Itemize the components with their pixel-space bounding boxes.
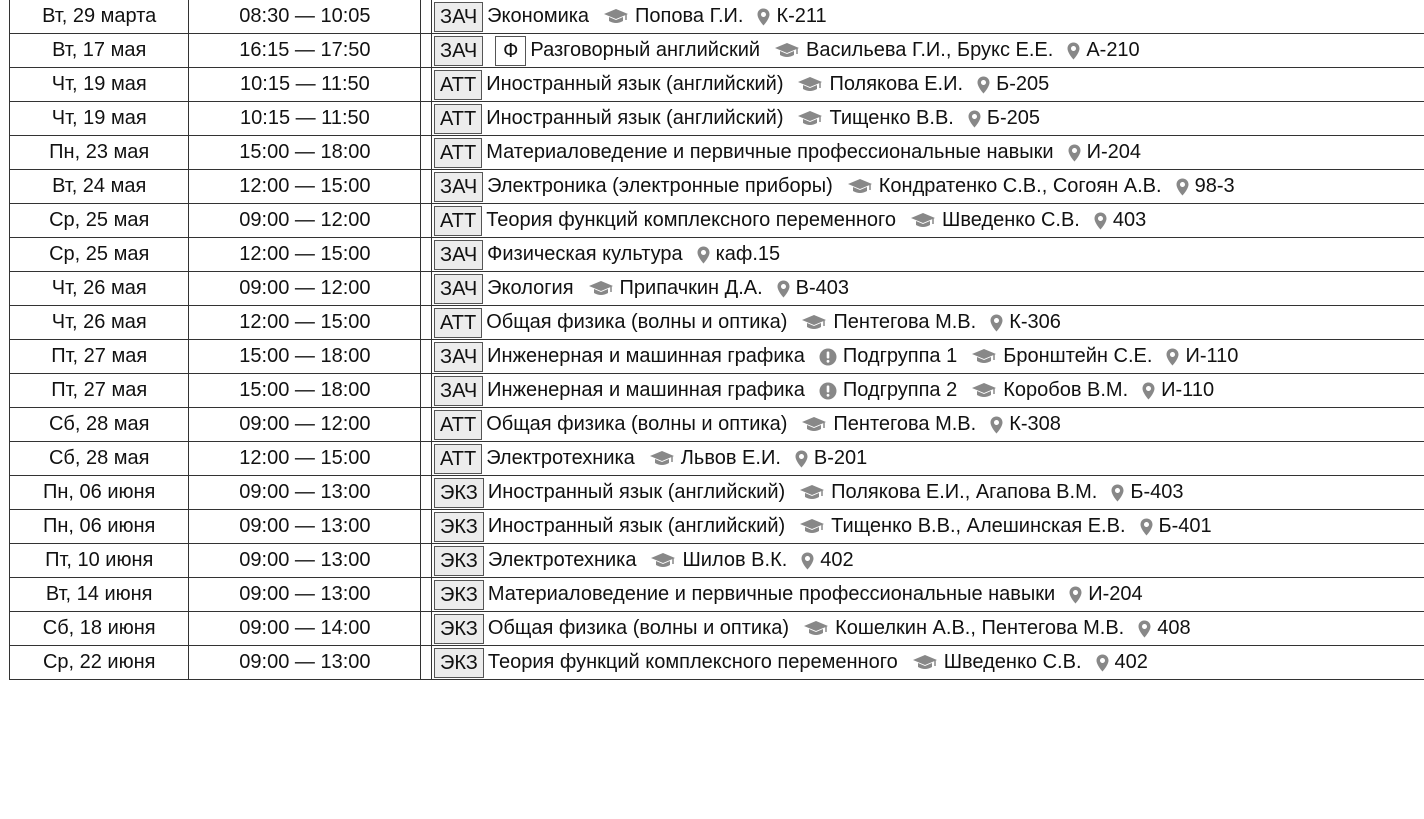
spacer-cell <box>421 476 432 510</box>
details-cell <box>431 170 1424 204</box>
spacer-cell <box>421 306 432 340</box>
details-line <box>432 476 1424 509</box>
teacher-text: Пентегова М.В. <box>833 311 977 333</box>
graduation-cap-icon <box>649 451 675 467</box>
map-pin-icon <box>1069 586 1082 604</box>
assessment-type-badge: АТТ <box>434 308 482 338</box>
room-info <box>1140 515 1212 538</box>
teacher-info <box>650 549 787 572</box>
spacer-cell <box>421 612 432 646</box>
schedule-row <box>10 136 1424 170</box>
assessment-type-badge: АТТ <box>434 104 482 134</box>
room-text: В-403 <box>795 277 850 299</box>
spacer-cell <box>421 578 432 612</box>
teacher-info <box>801 413 976 436</box>
teacher-text: Попова Г.И. <box>635 5 744 27</box>
room-text: 403 <box>1112 209 1147 231</box>
group-text: Подгруппа 1 <box>842 345 958 367</box>
subject-name: Теория функций комплексного переменного <box>487 651 898 673</box>
schedule-row <box>10 306 1424 340</box>
map-pin-icon <box>1094 212 1107 230</box>
teacher-text: Припачкин Д.А. <box>619 277 763 299</box>
details-cell <box>431 646 1424 680</box>
teacher-text: Кошелкин А.В., Пентегова М.В. <box>835 617 1125 639</box>
graduation-cap-icon <box>803 621 829 637</box>
subject-name: Электротехника <box>487 549 637 571</box>
room-info <box>777 277 849 300</box>
spacer-cell <box>421 272 432 306</box>
room-text: И-204 <box>1088 583 1143 605</box>
map-pin-icon <box>990 314 1003 332</box>
graduation-cap-icon <box>910 213 936 229</box>
map-pin-icon <box>1176 178 1189 196</box>
room-info <box>801 549 853 572</box>
schedule-row <box>10 442 1424 476</box>
spacer-cell <box>421 136 432 170</box>
details-line <box>432 0 1424 33</box>
spacer-cell <box>421 646 432 680</box>
graduation-cap-icon <box>797 111 823 127</box>
map-pin-icon <box>801 552 814 570</box>
room-info <box>1069 583 1142 606</box>
subject-name: Материаловедение и первичные профессиональные навыки <box>487 583 1056 605</box>
teacher-info <box>803 617 1124 640</box>
teacher-text: Пентегова М.В. <box>833 413 977 435</box>
assessment-type-badge: ЗАЧ <box>434 240 483 270</box>
date-cell: Чт, 26 мая <box>10 272 189 306</box>
time-cell: 15:00 — 18:00 <box>189 136 421 170</box>
subject-name: Иностранный язык (английский) <box>487 515 786 537</box>
room-text: А-210 <box>1086 39 1140 61</box>
details-cell <box>431 510 1424 544</box>
schedule-body <box>10 0 1424 680</box>
subject-name: Иностранный язык (английский) <box>487 481 786 503</box>
schedule-row <box>10 102 1424 136</box>
map-pin-icon <box>1138 620 1151 638</box>
time-cell: 12:00 — 15:00 <box>189 238 421 272</box>
assessment-type-badge: ЗАЧ <box>434 376 483 406</box>
teacher-text: Львов Е.И. <box>680 447 781 469</box>
teacher-info <box>971 345 1152 368</box>
details-cell <box>431 272 1424 306</box>
room-info <box>990 311 1061 334</box>
map-pin-icon <box>777 280 790 298</box>
teacher-info <box>799 481 1097 504</box>
teacher-info <box>588 277 763 300</box>
spacer-cell <box>421 340 432 374</box>
schedule-row <box>10 34 1424 68</box>
spacer-cell <box>421 238 432 272</box>
date-cell: Ср, 22 июня <box>10 646 189 680</box>
room-info <box>1142 379 1214 402</box>
details-cell <box>431 340 1424 374</box>
subject-name: Экология <box>487 277 574 299</box>
graduation-cap-icon <box>971 383 997 399</box>
map-pin-icon <box>795 450 808 468</box>
teacher-info <box>603 5 743 28</box>
assessment-type-badge: ЗАЧ <box>434 342 483 372</box>
subject-name: Общая физика (волны и оптика) <box>486 413 788 435</box>
spacer-cell <box>421 170 432 204</box>
schedule-row <box>10 544 1424 578</box>
room-info <box>990 413 1061 436</box>
date-cell: Пн, 06 июня <box>10 476 189 510</box>
subject-name: Разговорный английский <box>530 39 761 61</box>
room-text: 402 <box>820 549 854 571</box>
subject-name: Электротехника <box>486 447 635 469</box>
date-cell: Пт, 27 мая <box>10 374 189 408</box>
assessment-type-badge: АТТ <box>434 410 482 440</box>
assessment-type-badge: ЗАЧ <box>434 274 483 304</box>
assessment-type-badge: ЗАЧ <box>434 2 483 32</box>
details-line <box>432 238 1424 271</box>
map-pin-icon <box>1140 518 1153 536</box>
subject-name: Электроника (электронные приборы) <box>487 175 833 197</box>
schedule-row <box>10 476 1424 510</box>
room-info <box>795 447 867 470</box>
room-info <box>1094 209 1146 232</box>
subject-name: Иностранный язык (английский) <box>486 107 784 129</box>
subject-name: Иностранный язык (английский) <box>486 73 784 95</box>
details-cell <box>431 374 1424 408</box>
spacer-cell <box>421 544 432 578</box>
room-text: каф.15 <box>715 243 781 265</box>
graduation-cap-icon <box>801 315 827 331</box>
schedule-row <box>10 510 1424 544</box>
teacher-text: Коробов В.М. <box>1003 379 1129 401</box>
spacer-cell <box>421 442 432 476</box>
schedule-table <box>9 0 1424 680</box>
graduation-cap-icon <box>603 9 629 25</box>
room-info <box>1096 651 1148 674</box>
subject-name: Физическая культура <box>487 243 683 265</box>
subject-name: Инженерная и машинная графика <box>487 345 805 367</box>
map-pin-icon <box>1067 42 1080 60</box>
graduation-cap-icon <box>588 281 614 297</box>
teacher-info <box>649 447 781 470</box>
time-cell: 10:15 — 11:50 <box>189 102 421 136</box>
teacher-info <box>797 107 953 130</box>
date-cell: Сб, 18 июня <box>10 612 189 646</box>
room-text: И-110 <box>1185 345 1239 367</box>
details-line <box>432 442 1424 475</box>
time-cell: 08:30 — 10:05 <box>189 0 421 34</box>
schedule-row <box>10 646 1424 680</box>
graduation-cap-icon <box>799 519 825 535</box>
subject-name: Экономика <box>487 5 590 27</box>
room-text: Б-401 <box>1158 515 1212 537</box>
details-line <box>432 170 1424 203</box>
time-cell: 09:00 — 13:00 <box>189 578 421 612</box>
date-cell: Пн, 06 июня <box>10 510 189 544</box>
date-cell: Чт, 19 мая <box>10 102 189 136</box>
teacher-text: Васильева Г.И., Брукс Е.Е. <box>806 39 1054 61</box>
map-pin-icon <box>1142 382 1155 400</box>
room-info <box>1176 175 1235 198</box>
schedule-row <box>10 238 1424 272</box>
details-cell <box>431 442 1424 476</box>
assessment-type-badge: ЭКЗ <box>434 546 484 576</box>
schedule-row <box>10 612 1424 646</box>
date-cell: Ср, 25 мая <box>10 204 189 238</box>
spacer-cell <box>421 374 432 408</box>
date-cell: Пт, 27 мая <box>10 340 189 374</box>
teacher-info <box>774 39 1053 62</box>
teacher-text: Кондратенко С.В., Согоян А.В. <box>878 175 1162 197</box>
room-info <box>1166 345 1238 368</box>
spacer-cell <box>421 102 432 136</box>
assessment-type-badge: ЭКЗ <box>434 614 484 644</box>
map-pin-icon <box>1068 144 1081 162</box>
date-cell: Пн, 23 мая <box>10 136 189 170</box>
room-info <box>1067 39 1139 62</box>
teacher-info <box>971 379 1128 402</box>
assessment-type-badge: АТТ <box>434 70 482 100</box>
room-text: Б-205 <box>986 107 1040 129</box>
room-info <box>757 5 826 28</box>
map-pin-icon <box>1096 654 1109 672</box>
assessment-type-badge: ЭКЗ <box>434 512 484 542</box>
time-cell: 09:00 — 12:00 <box>189 204 421 238</box>
time-cell: 12:00 — 15:00 <box>189 442 421 476</box>
schedule-row <box>10 68 1424 102</box>
schedule-row <box>10 340 1424 374</box>
time-cell: 09:00 — 13:00 <box>189 646 421 680</box>
map-pin-icon <box>757 8 770 26</box>
room-text: Б-205 <box>996 73 1050 95</box>
date-cell: Вт, 14 июня <box>10 578 189 612</box>
details-cell <box>431 204 1424 238</box>
room-text: К-306 <box>1009 311 1061 333</box>
time-cell: 09:00 — 12:00 <box>189 272 421 306</box>
teacher-info <box>912 651 1082 674</box>
teacher-text: Шилов В.К. <box>682 549 788 571</box>
teacher-text: Шведенко С.В. <box>942 209 1080 231</box>
group-info <box>819 345 957 368</box>
schedule-row <box>10 0 1424 34</box>
details-line <box>432 306 1424 339</box>
schedule-row <box>10 408 1424 442</box>
graduation-cap-icon <box>847 179 873 195</box>
assessment-type-badge: АТТ <box>434 444 482 474</box>
teacher-text: Полякова Е.И., Агапова В.М. <box>831 481 1098 503</box>
details-cell <box>431 238 1424 272</box>
room-info <box>1068 141 1141 164</box>
graduation-cap-icon <box>774 43 800 59</box>
spacer-cell <box>421 204 432 238</box>
details-line <box>432 34 1424 67</box>
assessment-type-badge: АТТ <box>434 138 482 168</box>
subject-name: Теория функций комплексного переменного <box>486 209 897 231</box>
teacher-info <box>910 209 1080 232</box>
exclamation-circle-icon <box>819 382 837 400</box>
group-text: Подгруппа 2 <box>842 379 958 401</box>
assessment-type-badge: ЭКЗ <box>434 478 484 508</box>
map-pin-icon <box>697 246 710 264</box>
time-cell: 15:00 — 18:00 <box>189 374 421 408</box>
room-info <box>1111 481 1183 504</box>
map-pin-icon <box>977 76 990 94</box>
time-cell: 09:00 — 12:00 <box>189 408 421 442</box>
details-line <box>432 510 1424 543</box>
graduation-cap-icon <box>799 485 825 501</box>
room-info <box>697 243 781 266</box>
schedule-row <box>10 578 1424 612</box>
spacer-cell <box>421 68 432 102</box>
schedule-row <box>10 272 1424 306</box>
date-cell: Чт, 26 мая <box>10 306 189 340</box>
subject-name: Общая физика (волны и оптика) <box>486 311 788 333</box>
room-text: И-204 <box>1086 141 1141 163</box>
group-info <box>819 379 957 402</box>
details-line <box>432 544 1424 577</box>
room-text: И-110 <box>1161 379 1215 401</box>
time-cell: 09:00 — 14:00 <box>189 612 421 646</box>
time-cell: 16:15 — 17:50 <box>189 34 421 68</box>
map-pin-icon <box>1166 348 1179 366</box>
graduation-cap-icon <box>801 417 827 433</box>
date-cell: Сб, 28 мая <box>10 442 189 476</box>
teacher-info <box>801 311 976 334</box>
details-line <box>432 408 1424 441</box>
details-cell <box>431 612 1424 646</box>
details-line <box>432 68 1424 101</box>
date-cell: Сб, 28 мая <box>10 408 189 442</box>
room-text: К-308 <box>1009 413 1061 435</box>
details-cell <box>431 578 1424 612</box>
details-cell <box>431 408 1424 442</box>
assessment-type-badge: ЭКЗ <box>434 648 484 678</box>
date-cell: Вт, 17 мая <box>10 34 189 68</box>
room-text: Б-403 <box>1130 481 1184 503</box>
subject-name: Материаловедение и первичные профессиональные навыки <box>486 141 1054 163</box>
details-cell <box>431 34 1424 68</box>
room-text: 98-3 <box>1194 175 1235 197</box>
time-cell: 09:00 — 13:00 <box>189 544 421 578</box>
time-cell: 09:00 — 13:00 <box>189 510 421 544</box>
schedule-row <box>10 170 1424 204</box>
room-text: В-201 <box>813 447 868 469</box>
teacher-info <box>847 175 1162 198</box>
room-info <box>1138 617 1190 640</box>
teacher-info <box>799 515 1125 538</box>
room-text: 402 <box>1114 651 1148 673</box>
spacer-cell <box>421 34 432 68</box>
schedule-row <box>10 374 1424 408</box>
room-text: К-211 <box>776 5 827 27</box>
details-line <box>432 374 1424 407</box>
spacer-cell <box>421 0 432 34</box>
details-cell <box>431 102 1424 136</box>
assessment-type-badge: ЭКЗ <box>434 580 484 610</box>
time-cell: 09:00 — 13:00 <box>189 476 421 510</box>
details-line <box>432 646 1424 679</box>
assessment-type-badge: ЗАЧ <box>434 172 483 202</box>
spacer-cell <box>421 510 432 544</box>
format-badge: Ф <box>495 36 526 66</box>
details-line <box>432 204 1424 237</box>
teacher-info <box>797 73 963 96</box>
details-line <box>432 578 1424 611</box>
subject-name: Общая физика (волны и оптика) <box>487 617 790 639</box>
teacher-text: Тищенко В.В., Алешинская Е.В. <box>831 515 1126 537</box>
subject-name: Инженерная и машинная графика <box>487 379 805 401</box>
date-cell: Чт, 19 мая <box>10 68 189 102</box>
teacher-text: Бронштейн С.Е. <box>1003 345 1153 367</box>
date-cell: Ср, 25 мая <box>10 238 189 272</box>
map-pin-icon <box>1111 484 1124 502</box>
details-line <box>432 136 1424 169</box>
room-text: 408 <box>1157 617 1191 639</box>
details-cell <box>431 68 1424 102</box>
date-cell: Пт, 10 июня <box>10 544 189 578</box>
time-cell: 15:00 — 18:00 <box>189 340 421 374</box>
details-cell <box>431 476 1424 510</box>
schedule-row <box>10 204 1424 238</box>
details-line <box>432 612 1424 645</box>
map-pin-icon <box>968 110 981 128</box>
spacer-cell <box>421 408 432 442</box>
graduation-cap-icon <box>797 77 823 93</box>
details-cell <box>431 306 1424 340</box>
assessment-type-badge: ЗАЧ <box>434 36 483 66</box>
details-line <box>432 340 1424 373</box>
details-cell <box>431 136 1424 170</box>
assessment-type-badge: АТТ <box>434 206 482 236</box>
teacher-text: Шведенко С.В. <box>943 651 1082 673</box>
teacher-text: Полякова Е.И. <box>829 73 964 95</box>
date-cell: Вт, 24 мая <box>10 170 189 204</box>
teacher-text: Тищенко В.В. <box>829 107 954 129</box>
time-cell: 12:00 — 15:00 <box>189 306 421 340</box>
room-info <box>968 107 1040 130</box>
exclamation-circle-icon <box>819 348 837 366</box>
details-cell <box>431 544 1424 578</box>
details-cell <box>431 0 1424 34</box>
graduation-cap-icon <box>971 349 997 365</box>
time-cell: 10:15 — 11:50 <box>189 68 421 102</box>
details-line <box>432 272 1424 305</box>
map-pin-icon <box>990 416 1003 434</box>
time-cell: 12:00 — 15:00 <box>189 170 421 204</box>
details-line <box>432 102 1424 135</box>
room-info <box>977 73 1049 96</box>
graduation-cap-icon <box>912 655 938 671</box>
graduation-cap-icon <box>650 553 676 569</box>
date-cell: Вт, 29 марта <box>10 0 189 34</box>
